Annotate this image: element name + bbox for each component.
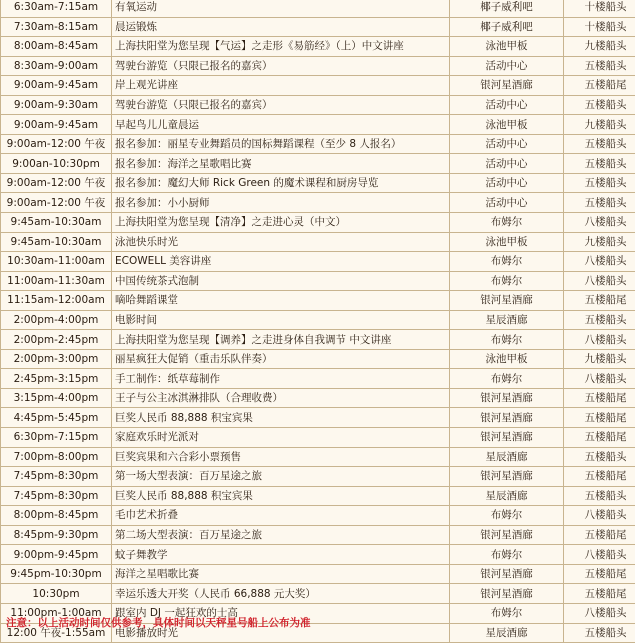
deck-cell: 八楼船头	[564, 330, 635, 350]
time-cell: 11:15am-12:00am	[1, 291, 112, 311]
location-cell: 星辰酒廊	[450, 310, 564, 330]
time-cell: 8:45pm-9:30pm	[1, 525, 112, 545]
time-cell: 9:00am-9:30am	[1, 95, 112, 115]
location-cell: 银河星酒廊	[450, 584, 564, 604]
location-cell: 银河星酒廊	[450, 76, 564, 96]
table-row	[1, 95, 635, 115]
activity-cell: 第一场大型表演：百万星途之旅	[112, 467, 450, 487]
location-cell: 泳池甲板	[450, 115, 564, 135]
location-cell: 星辰酒廊	[450, 447, 564, 467]
activity-cell: 海洋之星唱歌比赛	[112, 564, 450, 584]
table-row	[1, 545, 635, 565]
table-row	[1, 193, 635, 213]
activity-cell: 中国传统茶式泡制	[112, 271, 450, 291]
time-cell: 7:45pm-8:30pm	[1, 486, 112, 506]
time-cell: 2:00pm-4:00pm	[1, 310, 112, 330]
activity-cell: 毛巾艺术折叠	[112, 506, 450, 526]
location-cell: 活动中心	[450, 134, 564, 154]
location-cell: 布姆尔	[450, 330, 564, 350]
deck-cell: 五楼船尾	[564, 291, 635, 311]
table-row	[1, 252, 635, 272]
activity-cell: 早起鸟儿儿童晨运	[112, 115, 450, 135]
activity-cell: 晨运锻炼	[112, 17, 450, 37]
time-cell: 9:45pm-10:30pm	[1, 564, 112, 584]
deck-cell: 八楼船头	[564, 369, 635, 389]
deck-cell: 五楼船头	[564, 154, 635, 174]
deck-cell: 五楼船头	[564, 486, 635, 506]
footer-note: 注意：以上活动时间仅供参考，具体时间以天秤星号船上公布为准	[6, 615, 311, 630]
location-cell: 布姆尔	[450, 506, 564, 526]
deck-cell: 八楼船头	[564, 603, 635, 623]
deck-cell: 八楼船头	[564, 271, 635, 291]
location-cell: 布姆尔	[450, 252, 564, 272]
table-row	[1, 447, 635, 467]
activity-cell: 蚊子舞教学	[112, 545, 450, 565]
deck-cell: 五楼船头	[564, 95, 635, 115]
deck-cell: 五楼船头	[564, 193, 635, 213]
location-cell: 椰子威利吧	[450, 17, 564, 37]
location-cell: 银河星酒廊	[450, 408, 564, 428]
location-cell: 活动中心	[450, 173, 564, 193]
table-row	[1, 271, 635, 291]
activity-cell: 第二场大型表演：百万星途之旅	[112, 525, 450, 545]
table-row	[1, 173, 635, 193]
deck-cell: 十楼船头	[564, 0, 635, 17]
deck-cell: 五楼船尾	[564, 388, 635, 408]
activity-cell: 报名参加：魔幻大师 Rick Green 的魔术课程和厨房导览	[112, 173, 450, 193]
time-cell: 4:45pm-5:45pm	[1, 408, 112, 428]
activity-cell: 嘀哈舞蹈课堂	[112, 291, 450, 311]
schedule-table-body	[1, 0, 635, 643]
time-cell: 9:00am-9:45am	[1, 115, 112, 135]
activity-cell: 泳池快乐时光	[112, 232, 450, 252]
deck-cell: 九楼船头	[564, 232, 635, 252]
time-cell: 9:00am-12:00 午夜	[1, 173, 112, 193]
table-row	[1, 310, 635, 330]
location-cell: 银河星酒廊	[450, 388, 564, 408]
location-cell: 布姆尔	[450, 603, 564, 623]
deck-cell: 五楼船头	[564, 310, 635, 330]
activity-cell: 巨奖人民币 88,888 积宝宾果	[112, 486, 450, 506]
deck-cell: 八楼船头	[564, 545, 635, 565]
activity-cell: 丽星疯狂大促销（重击乐队伴奏）	[112, 349, 450, 369]
deck-cell: 九楼船头	[564, 37, 635, 57]
location-cell: 银河星酒廊	[450, 525, 564, 545]
location-cell: 星辰酒廊	[450, 486, 564, 506]
deck-cell: 八楼船头	[564, 506, 635, 526]
deck-cell: 五楼船尾	[564, 467, 635, 487]
time-cell: 8:30am-9:00am	[1, 56, 112, 76]
activity-cell: 王子与公主冰淇淋排队（合理收费）	[112, 388, 450, 408]
table-row	[1, 0, 635, 17]
deck-cell: 九楼船头	[564, 115, 635, 135]
location-cell: 布姆尔	[450, 213, 564, 233]
table-row	[1, 330, 635, 350]
location-cell: 泳池甲板	[450, 349, 564, 369]
activity-cell: 报名参加：海洋之星歌唱比赛	[112, 154, 450, 174]
table-row	[1, 76, 635, 96]
location-cell: 银河星酒廊	[450, 291, 564, 311]
deck-cell: 五楼船头	[564, 134, 635, 154]
time-cell: 9:00an-10:30pm	[1, 154, 112, 174]
deck-cell: 八楼船头	[564, 252, 635, 272]
deck-cell: 五楼船尾	[564, 428, 635, 448]
table-row	[1, 584, 635, 604]
table-row	[1, 506, 635, 526]
time-cell: 9:00am-12:00 午夜	[1, 134, 112, 154]
time-cell: 3:15pm-4:00pm	[1, 388, 112, 408]
location-cell: 星辰酒廊	[450, 623, 564, 643]
time-cell: 9:00pm-9:45pm	[1, 545, 112, 565]
activity-cell: 上海扶阳堂为您呈现【气运】之走形《易筋经》（上）中文讲座	[112, 37, 450, 57]
deck-cell: 九楼船头	[564, 349, 635, 369]
time-cell: 11:00pm-1:00am	[1, 603, 112, 623]
location-cell: 银河星酒廊	[450, 467, 564, 487]
table-row	[1, 428, 635, 448]
activity-cell: 家庭欢乐时光派对	[112, 428, 450, 448]
location-cell: 活动中心	[450, 56, 564, 76]
deck-cell: 五楼船尾	[564, 76, 635, 96]
time-cell: 7:45pm-8:30pm	[1, 467, 112, 487]
table-row	[1, 37, 635, 57]
location-cell: 银河星酒廊	[450, 564, 564, 584]
activity-cell: 驾驶台游览（只限已报名的嘉宾）	[112, 56, 450, 76]
table-row	[1, 56, 635, 76]
time-cell: 10:30am-11:00am	[1, 252, 112, 272]
time-cell: 12:00 午夜-1:55am	[1, 623, 112, 643]
table-row	[1, 467, 635, 487]
table-row	[1, 486, 635, 506]
time-cell: 9:45am-10:30am	[1, 232, 112, 252]
time-cell: 9:45am-10:30am	[1, 213, 112, 233]
deck-cell: 五楼船头	[564, 623, 635, 643]
time-cell: 2:45pm-3:15pm	[1, 369, 112, 389]
activity-cell: ECOWELL 美容讲座	[112, 252, 450, 272]
time-cell: 7:00pm-8:00pm	[1, 447, 112, 467]
location-cell: 活动中心	[450, 95, 564, 115]
activity-cell: 电影播放时光	[112, 623, 450, 643]
time-cell: 9:00am-12:00 午夜	[1, 193, 112, 213]
table-row	[1, 408, 635, 428]
deck-cell: 五楼船头	[564, 56, 635, 76]
activity-cell: 岸上观光讲座	[112, 76, 450, 96]
location-cell: 活动中心	[450, 193, 564, 213]
time-cell: 8:00pm-8:45pm	[1, 506, 112, 526]
activity-cell: 报名参加：丽星专业舞蹈员的国标舞蹈课程（至少 8 人报名）	[112, 134, 450, 154]
table-row	[1, 349, 635, 369]
time-cell: 9:00am-9:45am	[1, 76, 112, 96]
deck-cell: 八楼船头	[564, 213, 635, 233]
location-cell: 活动中心	[450, 154, 564, 174]
table-row	[1, 564, 635, 584]
activity-cell: 幸运乐透大开奖（人民币 66,888 元大奖）	[112, 584, 450, 604]
activity-cell: 驾驶台游览（只限已报名的嘉宾）	[112, 95, 450, 115]
deck-cell: 五楼船头	[564, 173, 635, 193]
activity-cell: 报名参加：小小厨师	[112, 193, 450, 213]
deck-cell: 五楼船尾	[564, 584, 635, 604]
location-cell: 布姆尔	[450, 271, 564, 291]
activity-cell: 巨奖宾果和六合彩小票预售	[112, 447, 450, 467]
activity-cell: 上海扶阳堂为您呈现【调养】之走进身体自我调节 中文讲座	[112, 330, 450, 350]
deck-cell: 五楼船尾	[564, 564, 635, 584]
table-row	[1, 17, 635, 37]
location-cell: 布姆尔	[450, 369, 564, 389]
location-cell: 泳池甲板	[450, 232, 564, 252]
time-cell: 6:30am-7:15am	[1, 0, 112, 17]
location-cell: 银河星酒廊	[450, 428, 564, 448]
activity-cell: 手工制作：纸草莓制作	[112, 369, 450, 389]
table-row	[1, 525, 635, 545]
time-cell: 2:00pm-2:45pm	[1, 330, 112, 350]
time-cell: 10:30pm	[1, 584, 112, 604]
deck-cell: 五楼船尾	[564, 525, 635, 545]
time-cell: 8:00am-8:45am	[1, 37, 112, 57]
location-cell: 布姆尔	[450, 545, 564, 565]
activity-cell: 有氧运动	[112, 0, 450, 17]
table-row	[1, 291, 635, 311]
table-row	[1, 232, 635, 252]
time-cell: 2:00pm-3:00pm	[1, 349, 112, 369]
table-row	[1, 388, 635, 408]
time-cell: 7:30am-8:15am	[1, 17, 112, 37]
table-row	[1, 115, 635, 135]
time-cell: 6:30pm-7:15pm	[1, 428, 112, 448]
table-row	[1, 154, 635, 174]
activity-cell: 上海扶阳堂为您呈现【清净】之走进心灵（中文）	[112, 213, 450, 233]
activity-cell: 巨奖人民币 88,888 积宝宾果	[112, 408, 450, 428]
activity-cell: 跟室内 DJ 一起狂欢的士高	[112, 603, 450, 623]
table-row	[1, 134, 635, 154]
activity-cell: 电影时间	[112, 310, 450, 330]
location-cell: 椰子威利吧	[450, 0, 564, 17]
location-cell: 泳池甲板	[450, 37, 564, 57]
time-cell: 11:00am-11:30am	[1, 271, 112, 291]
deck-cell: 五楼船尾	[564, 408, 635, 428]
deck-cell: 五楼船头	[564, 447, 635, 467]
deck-cell: 十楼船头	[564, 17, 635, 37]
table-row	[1, 369, 635, 389]
table-row	[1, 213, 635, 233]
